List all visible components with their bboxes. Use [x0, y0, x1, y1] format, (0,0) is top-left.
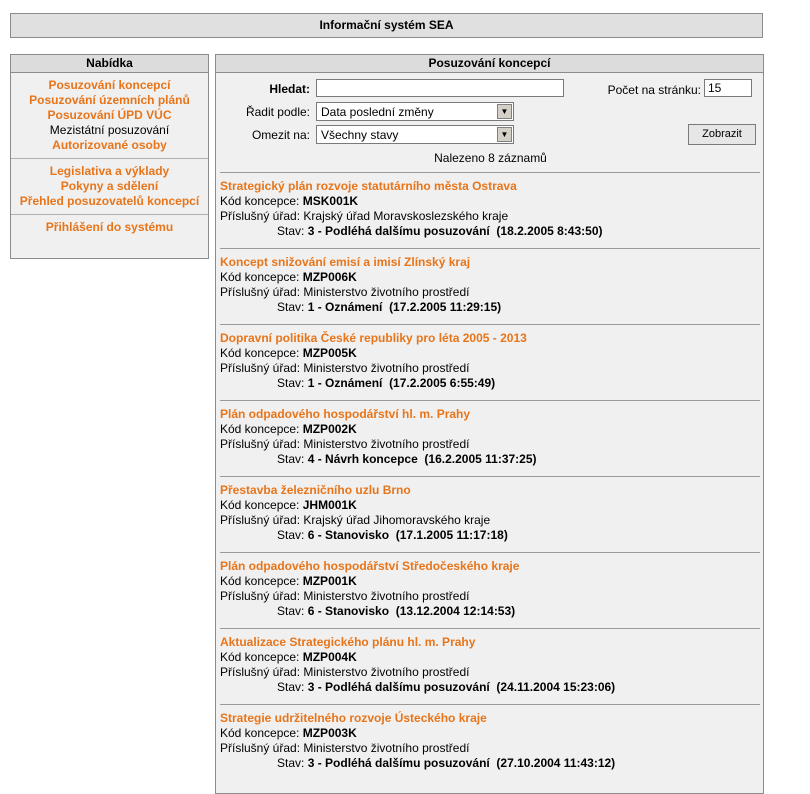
record-divider: [220, 248, 760, 249]
record-code-row: [220, 194, 760, 209]
record-status: 3 - Podléhá dalšímu posuzování: [307, 224, 490, 238]
office-label: Příslušný úřad:: [220, 209, 301, 223]
record-divider: [220, 476, 760, 477]
record-code: MZP005K: [302, 346, 357, 360]
main-header: Posuzování koncepcí: [216, 55, 763, 73]
filter-select[interactable]: [316, 125, 514, 144]
office-label: Příslušný úřad:: [220, 285, 301, 299]
record-office: Ministerstvo životního prostředí: [303, 665, 470, 679]
sidebar-item[interactable]: Přihlášení do systému: [45, 220, 174, 234]
code-label: Kód koncepce:: [220, 422, 300, 436]
record-status-row: [220, 756, 760, 771]
record-code: MZP003K: [302, 726, 357, 740]
record-status-row: [220, 604, 760, 619]
code-label: Kód koncepce:: [220, 194, 300, 208]
record-divider: [220, 552, 760, 553]
record-title-link[interactable]: Přestavba železničního uzlu Brno: [220, 483, 411, 497]
record-office-row: [220, 437, 760, 452]
sidebar-item[interactable]: Posuzování ÚPD VÚC: [47, 108, 172, 122]
office-label: Příslušný úřad:: [220, 513, 301, 527]
office-label: Příslušný úřad:: [220, 741, 301, 755]
record-code: MSK001K: [302, 194, 359, 208]
record-divider: [220, 172, 760, 173]
record-status: 3 - Podléhá dalšímu posuzování: [307, 756, 490, 770]
sidebar-item[interactable]: Mezistátní posuzování: [49, 123, 170, 137]
record-date: (17.2.2005 11:29:15): [389, 300, 502, 314]
record-date: (18.2.2005 8:43:50): [496, 224, 603, 238]
code-label: Kód koncepce:: [220, 270, 300, 284]
code-label: Kód koncepce:: [220, 574, 300, 588]
record-office: Ministerstvo životního prostředí: [303, 589, 470, 603]
record-status: 6 - Stanovisko: [307, 604, 390, 618]
record-status: 1 - Oznámení: [307, 300, 383, 314]
status-label: Stav:: [277, 452, 305, 466]
record-title-link[interactable]: Strategie udržitelného rozvoje Ústeckého kraje: [220, 711, 487, 725]
record-office: Krajský úřad Jihomoravského kraje: [303, 513, 491, 527]
record-office-row: [220, 665, 760, 680]
office-label: Příslušný úřad:: [220, 437, 301, 451]
show-button[interactable]: Zobrazit: [688, 124, 756, 145]
sidebar-item[interactable]: Autorizované osoby: [52, 138, 167, 152]
record-status-row: [220, 376, 760, 391]
record-date: (17.1.2005 11:17:18): [395, 528, 508, 542]
sort-select-value: Data poslední změny: [321, 105, 434, 119]
record-item: [220, 483, 760, 543]
record-office: Ministerstvo životního prostředí: [303, 437, 470, 451]
office-label: Příslušný úřad:: [220, 589, 301, 603]
record-date: (16.2.2005 11:37:25): [424, 452, 537, 466]
sidebar-item[interactable]: Posuzování koncepcí: [48, 78, 171, 92]
page-title: Informační systém SEA: [10, 13, 763, 38]
record-status-row: [220, 528, 760, 543]
record-date: (24.11.2004 15:23:06): [496, 680, 616, 694]
record-office-row: [220, 741, 760, 756]
record-code: MZP001K: [302, 574, 357, 588]
sidebar-item[interactable]: Legislativa a výklady: [49, 164, 170, 178]
record-office: Krajský úřad Moravskoslezského kraje: [303, 209, 509, 223]
record-code-row: [220, 726, 760, 741]
code-label: Kód koncepce:: [220, 346, 300, 360]
code-label: Kód koncepce:: [220, 498, 300, 512]
record-item: [220, 331, 760, 391]
record-item: [220, 179, 760, 239]
status-label: Stav:: [277, 680, 305, 694]
menu-group: [11, 215, 208, 240]
code-label: Kód koncepce:: [220, 650, 300, 664]
record-divider: [220, 628, 760, 629]
record-date: (17.2.2005 6:55:49): [389, 376, 496, 390]
status-label: Stav:: [277, 224, 305, 238]
record-code-row: [220, 498, 760, 513]
record-item: [220, 407, 760, 467]
record-title-link[interactable]: Aktualizace Strategického plánu hl. m. Prahy: [220, 635, 476, 649]
record-office: Ministerstvo životního prostředí: [303, 285, 470, 299]
record-code-row: [220, 346, 760, 361]
record-code-row: [220, 574, 760, 589]
record-title-link[interactable]: Koncept snižování emisí a imisí Zlínský kraj: [220, 255, 471, 269]
chevron-down-icon: ▼: [497, 127, 512, 142]
filter-select-value: Všechny stavy: [321, 128, 399, 142]
record-item: [220, 635, 760, 695]
record-office: Ministerstvo životního prostředí: [303, 741, 470, 755]
record-divider: [220, 704, 760, 705]
status-label: Stav:: [277, 528, 305, 542]
record-date: (13.12.2004 12:14:53): [395, 604, 516, 618]
search-label: Hledat:: [269, 82, 310, 96]
record-office-row: [220, 589, 760, 604]
sort-select[interactable]: [316, 102, 514, 121]
result-count: Nalezeno 8 záznamů: [434, 151, 547, 165]
record-office-row: [220, 209, 760, 224]
status-label: Stav:: [277, 604, 305, 618]
sidebar-item[interactable]: Posuzování územních plánů: [29, 93, 190, 107]
per-page-label: Počet na stránku:: [607, 83, 701, 97]
record-code-row: [220, 422, 760, 437]
filter-label: Omezit na:: [251, 128, 310, 142]
record-item: [220, 559, 760, 619]
status-label: Stav:: [277, 376, 305, 390]
record-office-row: [220, 513, 760, 528]
chevron-down-icon: ▼: [497, 104, 512, 119]
sort-label: Řadit podle:: [245, 105, 310, 119]
office-label: Příslušný úřad:: [220, 361, 301, 375]
record-status-row: [220, 224, 760, 239]
record-title-link[interactable]: Dopravní politika České republiky pro léta 2005 - 2013: [220, 331, 527, 345]
record-code-row: [220, 270, 760, 285]
record-title-link[interactable]: Plán odpadového hospodářství hl. m. Prahy: [220, 407, 471, 421]
record-divider: [220, 400, 760, 401]
record-date: (27.10.2004 11:43:12): [496, 756, 616, 770]
record-status: 4 - Návrh koncepce: [307, 452, 418, 466]
record-office: Ministerstvo životního prostředí: [303, 361, 470, 375]
record-status: 6 - Stanovisko: [307, 528, 390, 542]
search-input[interactable]: [316, 79, 564, 97]
office-label: Příslušný úřad:: [220, 665, 301, 679]
code-label: Kód koncepce:: [220, 726, 300, 740]
sidebar: [10, 54, 209, 259]
record-status-row: [220, 452, 760, 467]
record-item: [220, 711, 760, 771]
status-label: Stav:: [277, 300, 305, 314]
record-code: MZP006K: [302, 270, 357, 284]
main-panel: [215, 54, 764, 794]
sidebar-header: Nabídka: [11, 55, 208, 73]
record-status: 1 - Oznámení: [307, 376, 383, 390]
menu-group: [11, 159, 208, 214]
record-status: 3 - Podléhá dalšímu posuzování: [307, 680, 490, 694]
sidebar-item[interactable]: Pokyny a sdělení: [60, 179, 159, 193]
sidebar-item[interactable]: Přehled posuzovatelů koncepcí: [19, 194, 200, 208]
menu-group: [11, 73, 208, 158]
record-code: JHM001K: [302, 498, 357, 512]
record-status-row: [220, 680, 760, 695]
sidebar-menu: [11, 73, 208, 240]
record-code: MZP004K: [302, 650, 357, 664]
per-page-input[interactable]: [704, 79, 752, 97]
record-item: [220, 255, 760, 315]
status-label: Stav:: [277, 756, 305, 770]
record-code-row: [220, 650, 760, 665]
record-status-row: [220, 300, 760, 315]
record-title-link[interactable]: Plán odpadového hospodářství Středočeského kraje: [220, 559, 520, 573]
record-title-link[interactable]: Strategický plán rozvoje statutárního města Ostrava: [220, 179, 517, 193]
record-office-row: [220, 361, 760, 376]
record-code: MZP002K: [302, 422, 357, 436]
record-office-row: [220, 285, 760, 300]
record-divider: [220, 324, 760, 325]
